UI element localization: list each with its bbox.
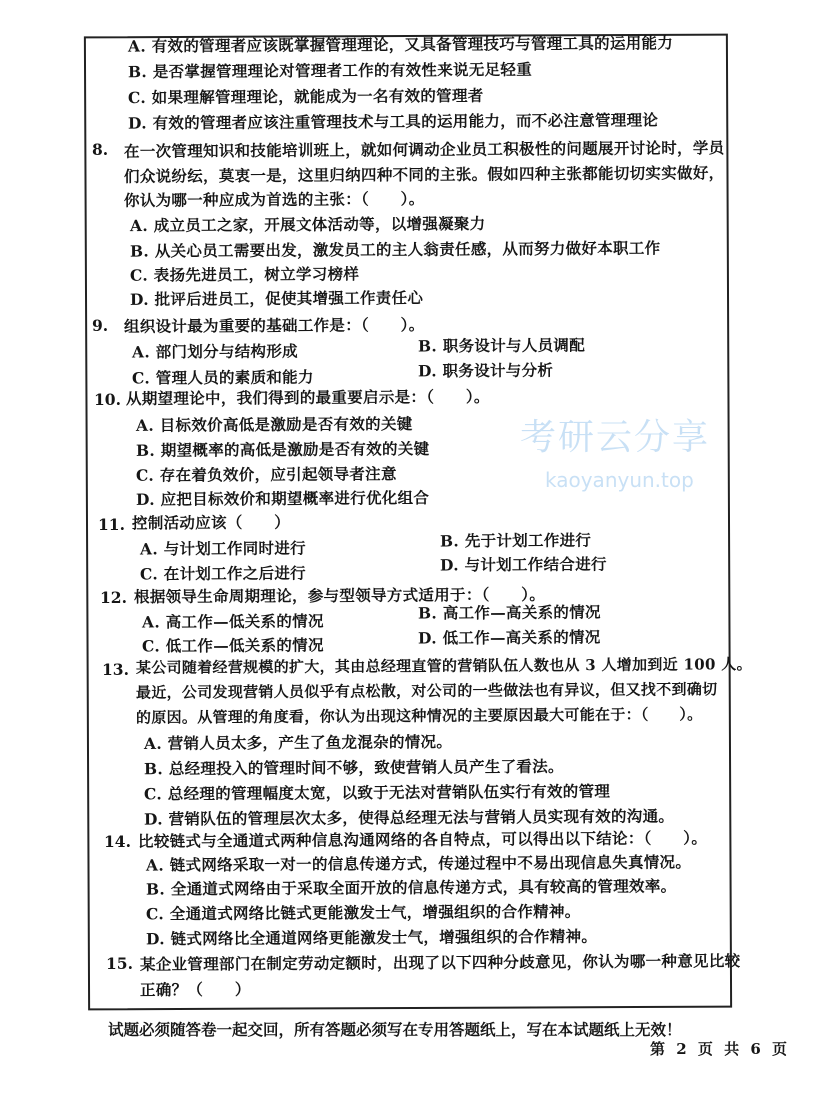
option: B. 总经理投入的管理时间不够，致使营销人员产生了看法。 [143, 756, 564, 779]
option: C. 存在着负效价，应引起领导者注意 [135, 464, 397, 485]
option: B. 期望概率的高低是激励是否有效的关键 [135, 439, 430, 460]
option: B. 从关心员工需要出发，激发员工的主人翁责任感，从而努力做好本职工作 [129, 238, 661, 261]
option: B. 职务设计与人员调配 [417, 335, 586, 356]
option: D. 批评后进员工，促使其增强工作责任心 [129, 288, 424, 309]
option: D. 营销队伍的管理层次太多，使得总经理无法与营销人员实现有效的沟通。 [143, 806, 675, 829]
question-text: 某公司随着经营规模的扩大，其由总经理直管的营销队伍人数也从 3 人增加到近 100 人。 [135, 655, 752, 677]
question-text: 组织设计最为重要的基础工作是：（ ）。 [123, 315, 425, 336]
option: A. 营销人员太多，产生了鱼龙混杂的情况。 [143, 732, 453, 753]
option: B. 高工作—高关系的情况 [417, 602, 601, 623]
watermark-url: kaoyanyun.top [545, 468, 694, 492]
option: C. 在计划工作之后进行 [139, 563, 307, 584]
question-number: 11. [98, 515, 125, 534]
option: A. 与计划工作同时进行 [139, 538, 306, 559]
question-text: 们众说纷纭，莫衷一是，这里归纳四种不同的主张。假如四种主张都能切切实实做好， [123, 163, 725, 186]
footer-notice: 试题必须随答卷一起交回，所有答题必须写在专用答题纸上，写在本试题纸上无效！ [108, 1021, 682, 1039]
option: D. 低工作—高关系的情况 [417, 627, 601, 648]
question-number: 10. [94, 390, 121, 409]
option: A. 高工作—低关系的情况 [141, 611, 324, 632]
option: A. 成立员工之家，开展文体活动等，以增强凝聚力 [129, 213, 486, 236]
option: B. 全通道式网络由于采取全面开放的信息传递方式，具有较高的管理效率。 [145, 876, 677, 899]
option: D. 职务设计与分析 [417, 360, 554, 381]
question-number: 13. [102, 660, 129, 679]
question-number: 8. [92, 140, 109, 159]
q7-option-d: D. 有效的管理者应该注重管理技术与工具的运用能力，而不必注意管理理论 [127, 110, 659, 133]
question-number: 15. [106, 954, 133, 973]
option: C. 低工作—低关系的情况 [141, 635, 324, 656]
option: C. 管理人员的素质和能力 [131, 367, 314, 388]
question-text: 的原因。从管理的角度看，你认为出现这种情况的主要原因最大可能在于：（ ）。 [135, 705, 703, 727]
option: C. 表扬先进员工，树立学习榜样 [129, 264, 360, 285]
question-number: 12. [100, 588, 127, 607]
question-text: 你认为哪一种应成为首选的主张：（ ）。 [123, 189, 425, 210]
option: C. 总经理的管理幅度太宽，以致于无法对营销队伍实行有效的管理 [143, 781, 611, 804]
question-text: 在一次管理知识和技能培训班上，就如何调动企业员工积极性的问题展开讨论时，学员 [123, 138, 725, 161]
option: D. 应把目标效价和期望概率进行优化组合 [135, 488, 430, 509]
question-text: 正确？（ ） [139, 979, 251, 1000]
option: C. 全通道式网络比链式更能激发士气，增强组织的合作精神。 [145, 901, 581, 924]
question-number: 14. [104, 832, 131, 851]
option: D. 链式网络比全通道网络更能激发士气，增强组织的合作精神。 [145, 926, 598, 949]
question-text: 根据领导生命周期理论，参与型领导方式适用于：（ ）。 [133, 584, 546, 607]
option: A. 目标效价高低是激励是否有效的关键 [135, 414, 413, 435]
question-text: 最近，公司发现营销人员似乎有点松散，对公司的一些做法也有异议，但又找不到确切 [135, 680, 718, 702]
q7-option-a: A. 有效的管理者应该既掌握管理理论，又具备管理技巧与管理工具的运用能力 [127, 33, 674, 56]
option: A. 链式网络采取一对一的信息传递方式，传递过程中不易出现信息失真情况。 [145, 852, 692, 875]
q7-option-c: C. 如果理解管理理论，就能成为一名有效的管理者 [127, 85, 484, 108]
option: B. 先于计划工作进行 [439, 530, 592, 551]
q7-option-b: B. 是否掌握管理理论对管理者工作的有效性来说无足轻重 [127, 59, 533, 82]
page-number: 第 2 页 共 6 页 [650, 1040, 790, 1058]
question-text: 某企业管理部门在制定劳动定额时，出现了以下四种分歧意见，你认为哪一种意见比较 [139, 951, 741, 974]
question-text: 比较链式与全通道式两种信息沟通网络的各自特点，可以得出以下结论：（ ）。 [137, 828, 708, 851]
option: A. 部门划分与结构形成 [131, 341, 298, 362]
option: D. 与计划工作结合进行 [439, 554, 607, 575]
question-text: 控制活动应该（ ） [131, 512, 291, 533]
watermark-text: 考研云分享 [520, 417, 711, 458]
question-text: 从期望理论中，我们得到的最重要启示是：（ ）。 [125, 386, 490, 409]
question-number: 9. [92, 316, 109, 335]
